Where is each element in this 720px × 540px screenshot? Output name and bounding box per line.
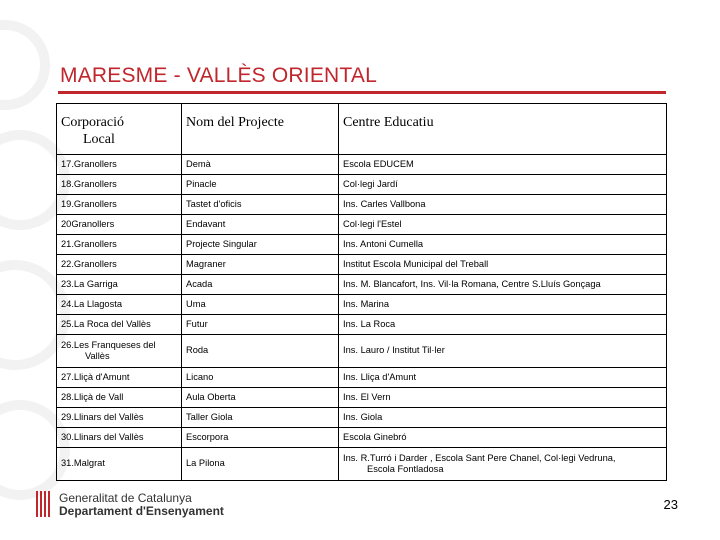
cell-centre: Ins. El Vern [339, 388, 667, 408]
header-projecte: Nom del Projecte [182, 104, 339, 155]
cell-centre [339, 448, 667, 481]
table-row [57, 335, 667, 368]
cell-centre: Col·legi Jardí [339, 175, 667, 195]
page-number: 23 [663, 497, 678, 512]
header-corporacio-line1: Corporació [61, 115, 124, 130]
header-corporacio-line2: Local [83, 131, 115, 147]
cell-corporacio: 31.Malgrat [57, 448, 182, 481]
cell-centre: Col·legi l'Estel [339, 215, 667, 235]
cell-projecte: Demà [182, 155, 339, 175]
cell-projecte: Aula Oberta [182, 388, 339, 408]
cell-projecte: Licano [182, 368, 339, 388]
cell-centre-line2: Escola Fontladosa [367, 464, 444, 474]
table-row [57, 388, 667, 408]
header-corporacio [57, 104, 182, 155]
cell-projecte: Magraner [182, 255, 339, 275]
cell-corporacio: 27.Lliçà d'Amunt [57, 368, 182, 388]
cell-projecte: Escorpora [182, 428, 339, 448]
generalitat-logo [34, 490, 234, 520]
cell-corporacio: 17.Granollers [57, 155, 182, 175]
cell-centre: Ins. Giola [339, 408, 667, 428]
table-row [57, 155, 667, 175]
cell-corporacio: 23.La Garriga [57, 275, 182, 295]
cell-corporacio: 18.Granollers [57, 175, 182, 195]
cell-projecte: Roda [182, 335, 339, 368]
cell-centre-line1: Ins. R.Turró i Darder , Escola Sant Pere Chanel, Col·legi Vedruna, [343, 452, 616, 463]
catalan-flag-stripes-icon [34, 491, 52, 517]
cell-projecte: Taller Giola [182, 408, 339, 428]
cell-corporacio: 19.Granollers [57, 195, 182, 215]
cell-centre: Ins. Antoni Cumella [339, 235, 667, 255]
cell-centre: Ins. M. Blancafort, Ins. Vil·la Romana, Centre S.Lluís Gonçaga [339, 275, 667, 295]
table-row [57, 215, 667, 235]
header-centre: Centre Educatiu [339, 104, 667, 155]
table-row [57, 195, 667, 215]
cell-projecte: Projecte Singular [182, 235, 339, 255]
table-row [57, 275, 667, 295]
table-row [57, 295, 667, 315]
cell-projecte: Pinacle [182, 175, 339, 195]
cell-corporacio: 22.Granollers [57, 255, 182, 275]
table-row [57, 315, 667, 335]
cell-projecte: Futur [182, 315, 339, 335]
cell-corporacio: 24.La Llagosta [57, 295, 182, 315]
table-row [57, 235, 667, 255]
cell-corporacio: 21.Granollers [57, 235, 182, 255]
cell-centre: Ins. Marina [339, 295, 667, 315]
logo-line1: Generalitat de Catalunya [59, 491, 192, 505]
table-row [57, 428, 667, 448]
cell-projecte: Endavant [182, 215, 339, 235]
table-row [57, 255, 667, 275]
projects-table [56, 103, 667, 481]
cell-projecte: Uma [182, 295, 339, 315]
cell-corporacio: 20Granollers [57, 215, 182, 235]
title-underline [58, 91, 666, 94]
cell-projecte: Acada [182, 275, 339, 295]
table-header-row [57, 104, 667, 155]
cell-projecte: La Pilona [182, 448, 339, 481]
cell-corporacio: 30.Llinars del Vallès [57, 428, 182, 448]
cell-centre: Ins. Lliça d'Amunt [339, 368, 667, 388]
cell-corporacio-line1: 26.Les Franqueses del [61, 339, 156, 350]
table-row [57, 448, 667, 481]
cell-corporacio: 29.Llinars del Vallès [57, 408, 182, 428]
cell-centre: Escola EDUCEM [339, 155, 667, 175]
cell-corporacio: 25.La Roca del Vallès [57, 315, 182, 335]
cell-centre: Institut Escola Municipal del Treball [339, 255, 667, 275]
table-row [57, 175, 667, 195]
cell-centre: Escola Ginebró [339, 428, 667, 448]
cell-centre: Ins. Carles Vallbona [339, 195, 667, 215]
table-row [57, 408, 667, 428]
cell-centre: Ins. La Roca [339, 315, 667, 335]
cell-centre: Ins. Lauro / Institut Til·ler [339, 335, 667, 368]
cell-corporacio: 28.Lliçà de Vall [57, 388, 182, 408]
table-row [57, 368, 667, 388]
cell-corporacio-line2: Vallès [85, 351, 110, 361]
cell-projecte: Tastet d'oficis [182, 195, 339, 215]
logo-line2: Departament d'Ensenyament [59, 504, 224, 518]
cell-corporacio [57, 335, 182, 368]
slide-title: MARESME - VALLÈS ORIENTAL [60, 64, 377, 87]
